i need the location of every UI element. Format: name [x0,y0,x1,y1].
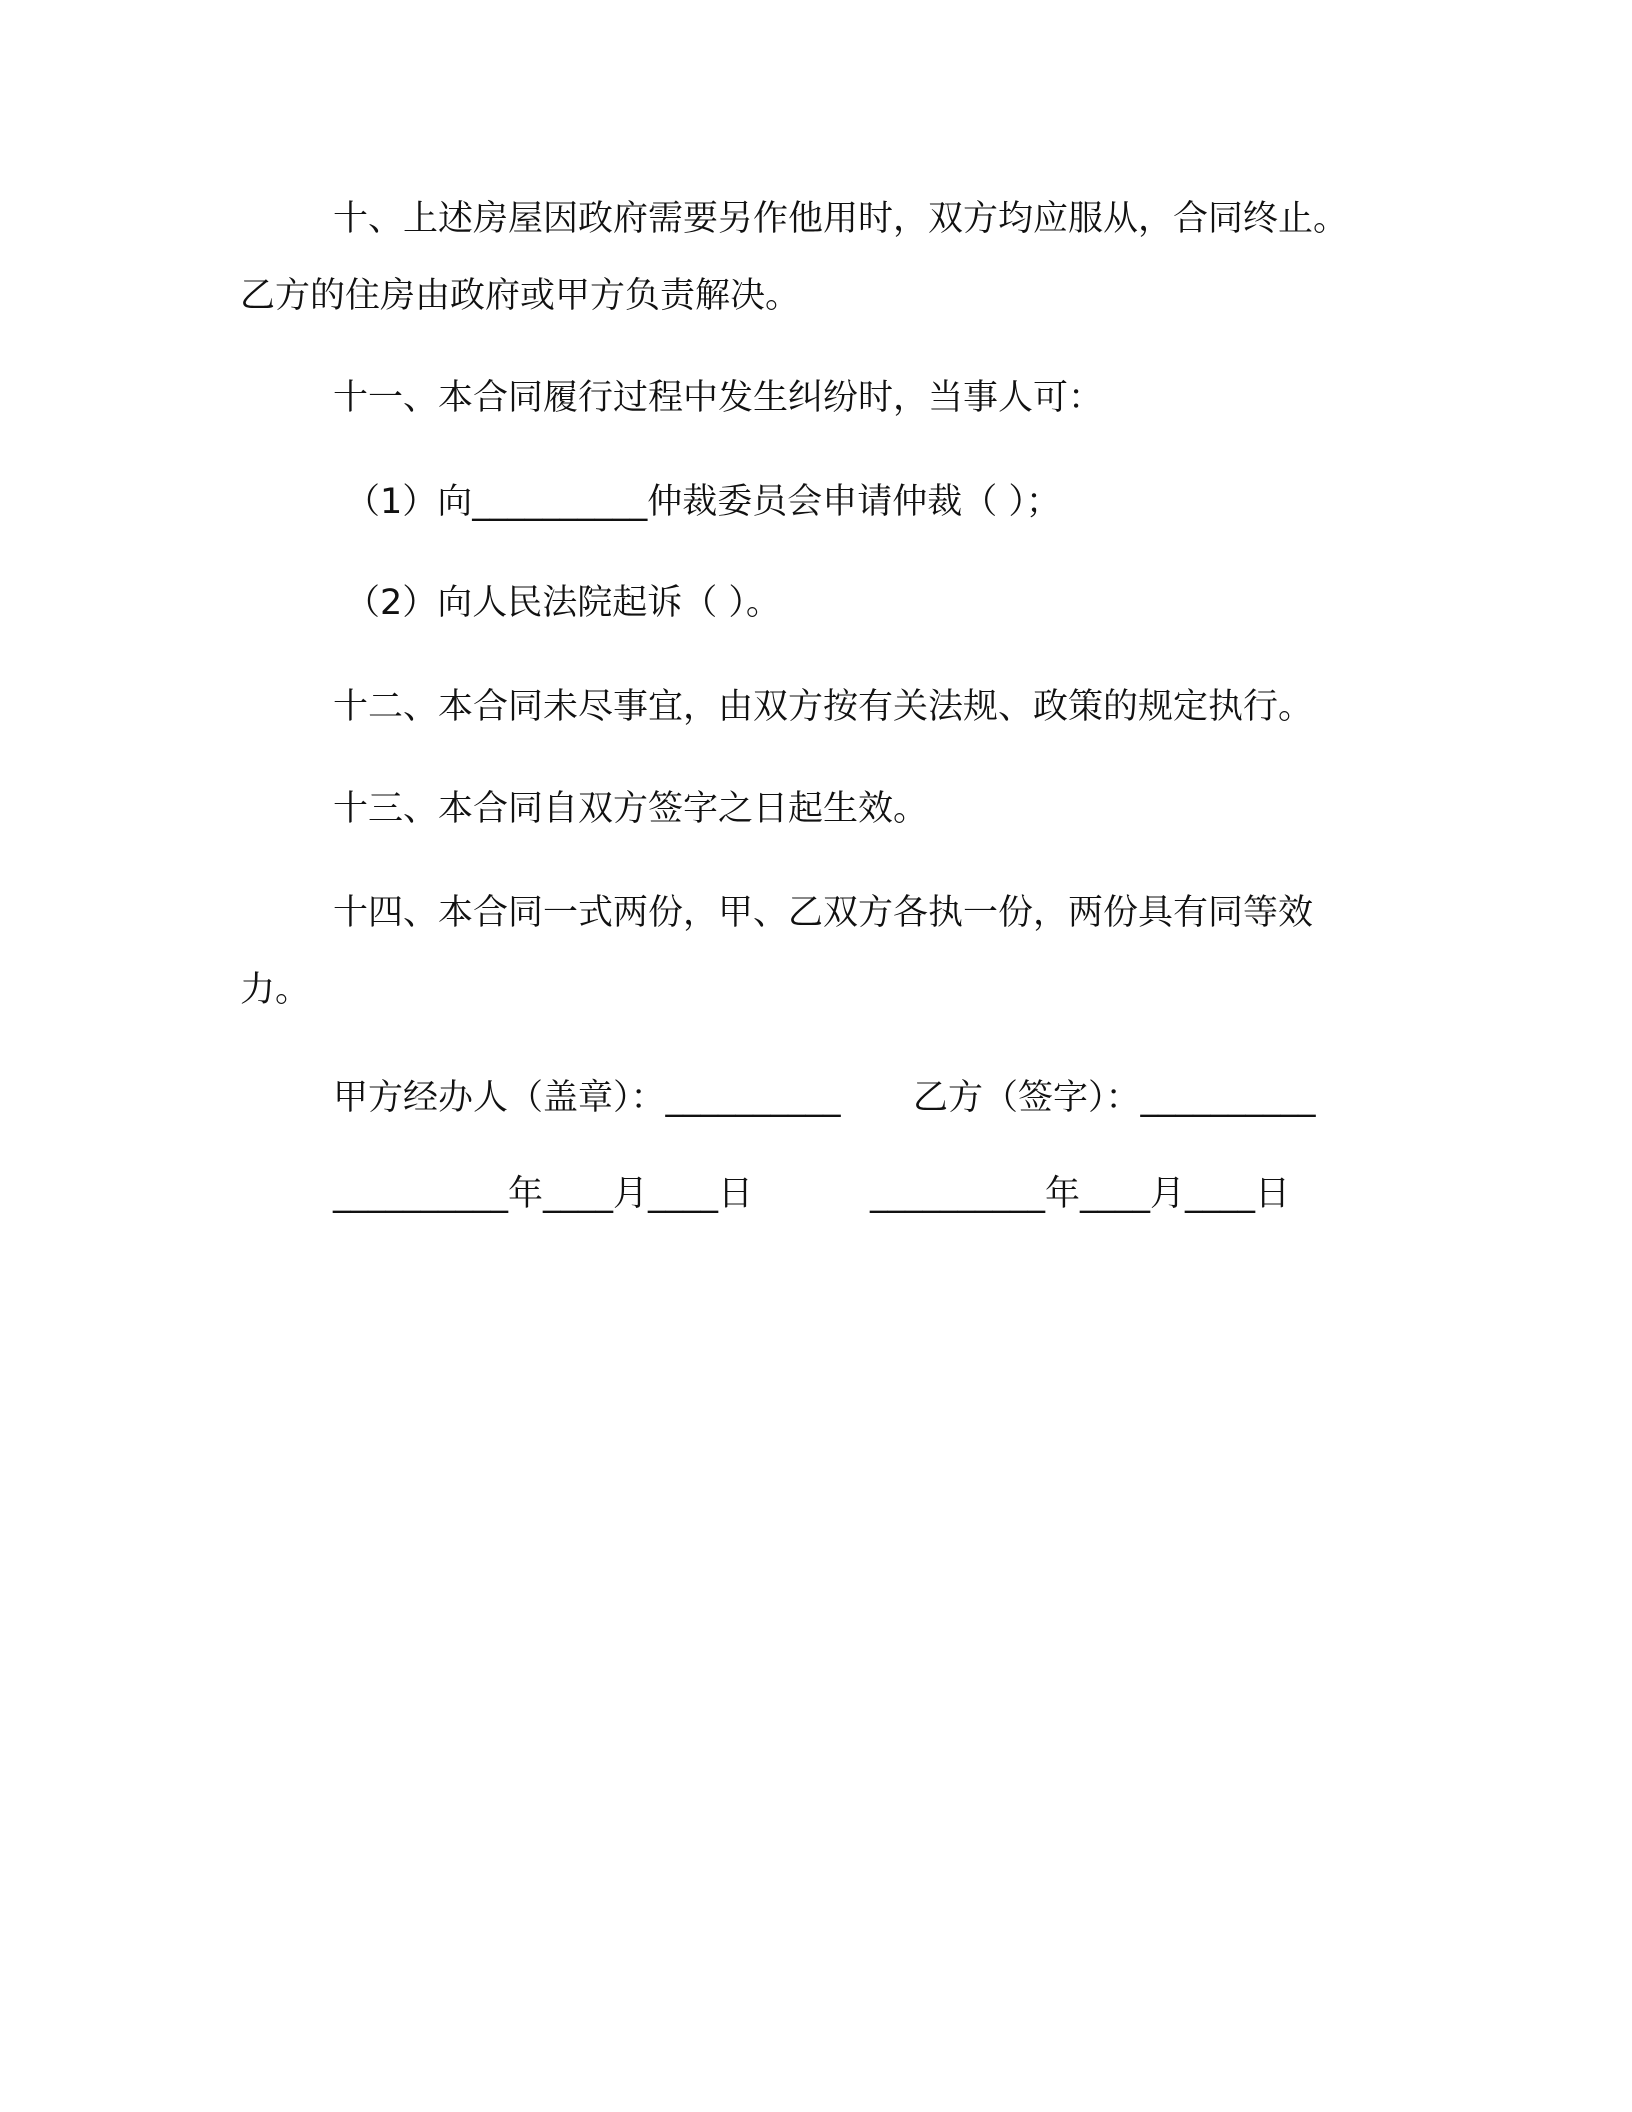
clause-13: 十三、本合同自双方签字之日起生效。 [333,789,929,829]
clause-12: 十二、本合同未尽事宜，由双方按有关法规、政策的规定执行。 [333,687,1314,727]
clause-11-option-1: （1）向__________仲裁委员会申请仲裁（ ）； [345,482,1061,522]
clause-11-option-2: （2）向人民法院起诉（ ）。 [345,583,781,623]
clause-14-line-2: 力。 [240,970,311,1010]
clause-10-line-1: 十、上述房屋因政府需要另作他用时，双方均应服从，合同终止。 [333,199,1349,239]
signature-party-a: 甲方经办人（盖章）：__________ [333,1078,841,1118]
clause-11-intro: 十一、本合同履行过程中发生纠纷时，当事人可： [333,378,1104,418]
date-party-a: __________年____月____日 [333,1174,754,1214]
clause-10-line-2: 乙方的住房由政府或甲方负责解决。 [240,276,801,316]
signature-party-b: 乙方（签字）：__________ [913,1078,1316,1118]
date-party-b: __________年____月____日 [870,1174,1291,1214]
clause-14-line-1: 十四、本合同一式两份，甲、乙双方各执一份，两份具有同等效 [333,893,1314,933]
